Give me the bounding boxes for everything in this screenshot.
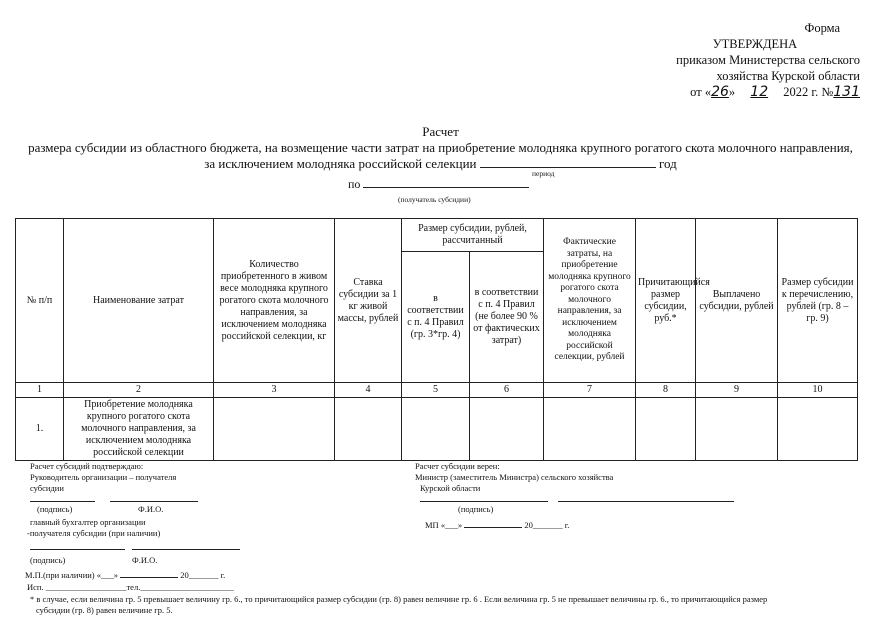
col-number: 9 <box>696 383 778 398</box>
col-number: 7 <box>544 383 636 398</box>
column-numbers-row <box>16 383 858 398</box>
head-name-line <box>110 492 198 502</box>
approval-number: 131 <box>833 84 860 100</box>
row-transfer-cell <box>778 398 858 461</box>
col-number: 1 <box>16 383 64 398</box>
recipient-field <box>363 178 529 188</box>
head-fio-caption: Ф.И.О. <box>138 504 164 514</box>
row-num: 1. <box>16 398 64 461</box>
header-actual-costs: Фактические затраты, на приобретение молодняка крупного рогатого скота молочного направления, за исключением молодняка российской селекции, рублей <box>544 219 636 383</box>
header-name: Наименование затрат <box>64 219 214 383</box>
accountant-signature-line <box>30 540 125 550</box>
header-calculated: Размер субсидии, рублей, рассчитанный <box>402 219 544 252</box>
left-head-line1: Руководитель организации – получателя <box>30 472 177 482</box>
recipient-caption: (получатель субсидии) <box>398 195 471 204</box>
row-cost-name: Приобретение молодняка крупного рогатого скота молочного направления, за исключением молодняка российской селекции <box>64 398 214 461</box>
mp-left: М.П.(при наличии) «___» 20_______ г. <box>25 570 226 580</box>
col-number: 2 <box>64 383 214 398</box>
right-region: Курской области <box>420 483 481 493</box>
recipient-line: по <box>348 177 529 192</box>
minister-name-line <box>558 492 734 502</box>
approval-order: приказом Министерства сельского <box>676 53 860 67</box>
header-calc-rule: в соответствии с п. 4 Правил (гр. 3*гр. 4) <box>402 252 470 383</box>
table-row <box>16 398 858 461</box>
footnote-line2: субсидии (гр. 8) равен величине гр. 5. <box>36 605 173 615</box>
row-paid-cell <box>696 398 778 461</box>
right-confirm: Расчет субсидии верен: <box>415 461 500 471</box>
approval-month: 12 <box>750 84 769 100</box>
accountant-fio-caption: Ф.И.О. <box>132 555 158 565</box>
header-transfer: Размер субсидии к перечислению, рублей (гр. 8 – гр. 9) <box>778 219 858 383</box>
row-quantity-cell <box>214 398 335 461</box>
head-signature-line <box>30 492 95 502</box>
header-rate: Ставка субсидии за 1 кг живой массы, рублей <box>335 219 402 383</box>
row-rate-cell <box>335 398 402 461</box>
col-number: 3 <box>214 383 335 398</box>
left-head-line2: субсидии <box>30 483 64 493</box>
executor-line: Исп. ___________________тел.______________________ <box>27 582 234 592</box>
approval-date: от «26» 12 2022 г. №131 <box>690 84 860 100</box>
header-due: Причитающийся размер субсидии, руб.* <box>636 219 696 383</box>
row-calc-rule-cell <box>402 398 470 461</box>
header-calc-cap: в соответствии с п. 4 Правил (не более 90 % от фактических затрат) <box>470 252 544 383</box>
approved-label: УТВЕРЖДЕНА <box>712 37 798 51</box>
doc-subtitle-period: за исключением молодняка российской селекции год <box>204 156 677 171</box>
header-paid: Выплачено субсидии, рублей <box>696 219 778 383</box>
period-field <box>480 158 656 168</box>
mp-right: МП «___» 20_______ г. <box>425 520 570 530</box>
period-caption: период <box>532 169 555 178</box>
header-num: № п/п <box>16 219 64 383</box>
doc-subtitle: размера субсидии из областного бюджета, на возмещение части затрат на приобретение молодняка крупного рогатого скота молочного направления, <box>28 140 853 155</box>
row-calc-cap-cell <box>470 398 544 461</box>
col-number: 10 <box>778 383 858 398</box>
approval-block <box>620 20 860 100</box>
accountant-name-line <box>132 540 240 550</box>
doc-title: Расчет <box>422 124 459 139</box>
subsidy-table <box>15 218 858 461</box>
footnote-line1: * в случае, если величина гр. 5 превышает величину гр. 6., то причитающийся размер субсидии (гр. 8) равен величине гр. 6 . Если величина гр. 5 не превышает величины гр. 6., то причитающийся размер <box>30 594 768 604</box>
accountant-signature-caption: (подпись) <box>30 555 66 565</box>
head-signature-caption: (подпись) <box>37 504 73 514</box>
col-number: 4 <box>335 383 402 398</box>
form-label: Форма <box>804 21 840 35</box>
col-number: 5 <box>402 383 470 398</box>
right-minister: Министр (заместитель Министра) сельского хозяйства <box>415 472 614 482</box>
accountant-line1: главный бухгалтер организации <box>30 517 146 527</box>
minister-signature-line <box>420 492 548 502</box>
minister-signature-caption: (подпись) <box>458 504 494 514</box>
header-quantity: Количество приобретенного в живом весе молодняка крупного рогатого скота молочного направления, за исключением молодняка российской селекции, кг <box>214 219 335 383</box>
approval-ministry: хозяйства Курской области <box>716 69 860 83</box>
accountant-line2: -получателя субсидии (при наличии) <box>27 528 161 538</box>
left-confirm: Расчет субсидий подтверждаю: <box>30 461 144 471</box>
approval-day: 26 <box>711 84 729 100</box>
row-actual-cell <box>544 398 636 461</box>
row-due-cell <box>636 398 696 461</box>
col-number: 8 <box>636 383 696 398</box>
col-number: 6 <box>470 383 544 398</box>
